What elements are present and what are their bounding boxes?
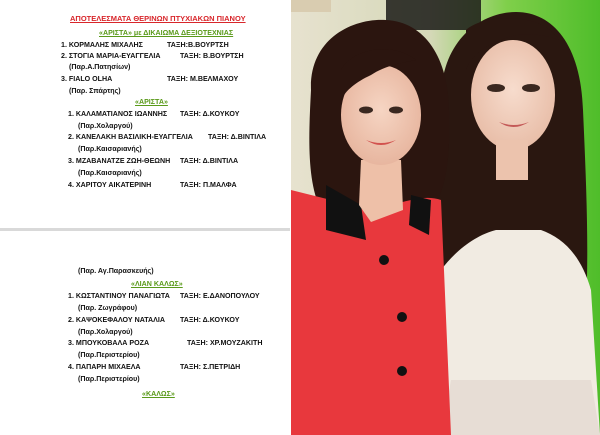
branch-label: (Παρ.Περιστερίου) (78, 351, 140, 359)
branch-label: (Παρ. Αγ.Παρασκευής) (78, 267, 154, 275)
list-item: 2. ΣΤΟΓΙΑ ΜΑΡΙΑ-ΕΥΑΓΓΕΛΙΑ (61, 52, 161, 60)
heading-excellent-virtuosity: «ΑΡΙΣΤΑ» με ΔΙΚΑΙΩΜΑ ΔΕΞΙΟΤΕΧΝΙΑΣ (99, 29, 234, 37)
class-label: ΤΑΞΗ: Δ.ΚΟΥΚΟΥ (180, 110, 240, 118)
list-item: 1. ΚΑΛΑΜΑΤΙΑΝΟΣ ΙΩΑΝΝΗΣ (68, 110, 168, 118)
results-page-top (0, 0, 290, 228)
list-item: 4. ΠΑΠΑΡΗ ΜΙΧΑΕΛΑ (68, 363, 141, 371)
results-page-bottom (0, 231, 290, 435)
list-item: 1. ΚΟΡΜΑΛΗΣ ΜΙΧΑΛΗΣ (61, 41, 143, 49)
heading-very-good: «ΛΙΑΝ ΚΑΛΩΣ» (131, 280, 183, 288)
list-item: 4. ΧΑΡΙΤΟΥ ΑΙΚΑΤΕΡΙΝΗ (68, 181, 152, 189)
class-label: ΤΑΞΗ: Β.ΒΟΥΡΤΣΗ (180, 52, 244, 60)
class-label: ΤΑΞΗ: Ε.ΔΑΝΟΠΟΥΛΟΥ (180, 292, 260, 300)
class-label: ΤΑΞΗ: Π.ΜΑΛΦΑ (180, 181, 237, 189)
class-label: ΤΑΞΗ:Β.ΒΟΥΡΤΣΗ (167, 41, 229, 49)
class-label: ΤΑΞΗ: Μ.ΒΕΛΜΑΧΟΥ (167, 75, 239, 83)
branch-label: (Παρ. Ζωγράφου) (78, 304, 138, 312)
portrait-photo (291, 0, 600, 435)
branch-label: (Παρ.Α.Πατησίων) (69, 63, 131, 71)
branch-label: (Παρ.Καισαριανής) (78, 145, 142, 153)
list-item: 1. ΚΩΣΤΑΝΤΙΝΟΥ ΠΑΝΑΓΙΩΤΑ (68, 292, 170, 300)
document-title: ΑΠΟΤΕΛΕΣΜΑΤΑ ΘΕΡΙΝΩΝ ΠΤΥΧΙΑΚΩΝ ΠΙΑΝΟΥ (70, 14, 246, 23)
class-label: ΤΑΞΗ: Σ.ΠΕΤΡΙΔΗ (180, 363, 241, 371)
class-label: ΤΑΞΗ: ΧΡ.ΜΟΥΖΑΚΙΤΗ (187, 339, 263, 347)
list-item: 3. ΜΠΟΥΚΟΒΑΛΑ ΡΟΖΑ (68, 339, 150, 347)
list-item: 2. ΚΑΝΕΛΑΚΗ ΒΑΣΙΛΙΚΗ-ΕΥΑΓΓΕΛΙΑ (68, 133, 193, 141)
heading-good: «ΚΑΛΩΣ» (142, 390, 175, 398)
class-label: ΤΑΞΗ: Δ.ΒΙΝΤΙΛΑ (180, 157, 239, 165)
list-item: 2. ΚΑΨΟΚΕΦΑΛΟΥ ΝΑΤΑΛΙΑ (68, 316, 165, 324)
class-label: ΤΑΞΗ: Δ.ΚΟΥΚΟΥ (180, 316, 240, 324)
branch-label: (Παρ.Περιστερίου) (78, 375, 140, 383)
list-item: 3. FIALO OLHA (61, 75, 113, 83)
class-label: ΤΑΞΗ: Δ.ΒΙΝΤΙΛΑ (208, 133, 267, 141)
branch-label: (Παρ. Σπάρτης) (69, 87, 121, 95)
heading-excellent: «ΑΡΙΣΤΑ» (135, 98, 168, 106)
branch-label: (Παρ.Καισαριανής) (78, 169, 142, 177)
branch-label: (Παρ.Χολαργού) (78, 122, 133, 130)
branch-label: (Παρ.Χολαργού) (78, 328, 133, 336)
list-item: 3. ΜΖΑΒΑΝΑΤΖΕ ΖΩΗ-ΘΕΩΝΗ (68, 157, 171, 165)
